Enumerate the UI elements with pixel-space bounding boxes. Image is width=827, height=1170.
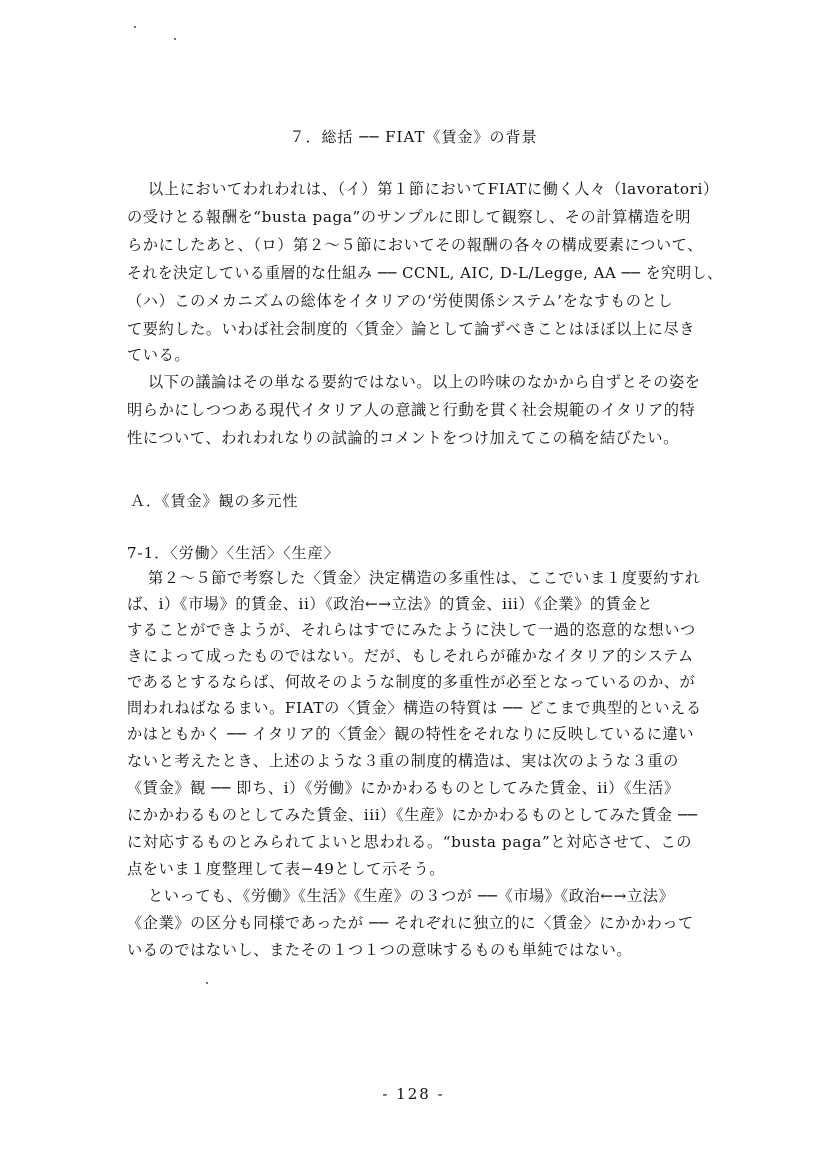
- text-line: ないと考えたとき、上述のような３重の制度的構造は、実は次のような３重の: [127, 752, 679, 770]
- text-line: 《企業》の区分も同様であったが ── それぞれに独立的に〈賃金〉にかかわって: [127, 914, 694, 932]
- text-line: であるとするならば、何故そのような制度的多重性が必至となっているのか、が: [127, 673, 696, 691]
- text-line: て要約した。いわば社会制度的〈賃金〉論として論ずべきことはほぼ以上に尽き: [127, 320, 696, 338]
- text-line: 明らかにしつつある現代イタリア人の意識と行動を貫く社会規範のイタリア的特: [127, 401, 696, 419]
- text-line: ば、i）《市場》的賃金、ii）《政治←→立法》的賃金、iii）《企業》的賃金と: [127, 595, 654, 613]
- text-line: といっても、《労働》《生活》《生産》の３つが ──《市場》《政治←→立法》: [148, 887, 675, 905]
- text-line: 《賃金》観 ── 即ち、i）《労働》にかかわるものとしてみた賃金、ii）《生活》: [127, 779, 680, 797]
- page-number: - 128 -: [382, 1085, 445, 1103]
- text-line: かはともかく ── イタリア的〈賃金〉観の特性をそれなりに反映しているに違い: [127, 725, 695, 743]
- section-title: ７．総括 ── FIAT《賃金》の背景: [289, 128, 538, 146]
- text-line: 問われねばなるまい。FIATの〈賃金〉構造の特質は ── どこまで典型的といえる: [127, 699, 702, 717]
- text-line: （ハ）このメカニズムの総体をイタリアの‘労使関係システム’をなすものとし: [127, 292, 674, 310]
- text-line: 点をいま１度整理して表−49として示そう。: [127, 860, 446, 878]
- text-line: 以下の議論はその単なる要約ではない。以上の吟味のなかから自ずとその姿を: [148, 373, 701, 391]
- text-line: に対応するものとみられてよいと思われる。“busta paga”と対応させて、この: [127, 833, 693, 851]
- text-line: らかにしたあと、（ロ）第２～５節においてその報酬の各々の構成要素について、: [127, 236, 703, 254]
- text-line: きによって成ったものではない。だが、もしそれらが確かなイタリア的システム: [127, 647, 694, 665]
- subsection-heading: Ａ．《賃金》観の多元性: [130, 492, 299, 510]
- text-line: することができようが、それらはすでにみたように決して一過的恣意的な想いつ: [127, 621, 696, 639]
- text-line: 以上においてわれわれは、（イ）第１節においてFIATに働く人々（lavoratori）: [148, 180, 719, 198]
- text-line: の受けとる報酬を“busta paga”のサンプルに即して観察し、その計算構造を明: [127, 208, 692, 226]
- scan-speck: [134, 26, 136, 28]
- text-line: 性について、われわれなりの試論的コメントをつけ加えてこの稿を結びたい。: [127, 429, 679, 447]
- text-line: それを決定している重層的な仕組み ── CCNL, AIC, D-L/Legge, AA ── を究明し、: [127, 264, 723, 282]
- text-line: いるのではないし、またその１つ１つの意味するものも単純ではない。: [127, 941, 633, 959]
- scan-speck: [206, 982, 208, 984]
- subsection-heading: 7-1．〈労働〉〈生活〉〈生産〉: [127, 544, 340, 562]
- text-line: 第２～５節で考察した〈賃金〉決定構造の多重性は、ここでいま１度要約すれ: [148, 569, 701, 587]
- text-line: ている。: [127, 346, 191, 364]
- text-line: にかかわるものとしてみた賃金、iii）《生産》にかかわるものとしてみた賃金 ──: [127, 806, 698, 824]
- scan-speck: [174, 38, 176, 40]
